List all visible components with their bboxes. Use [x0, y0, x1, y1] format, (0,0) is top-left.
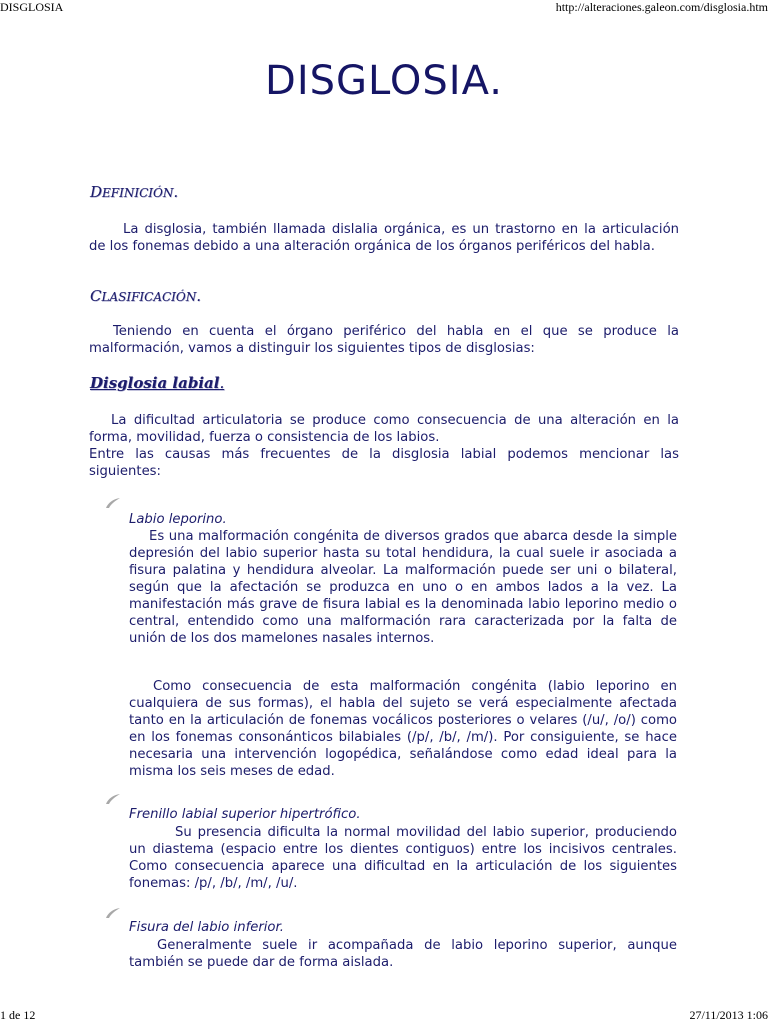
heading-clasificacion: [90, 287, 201, 305]
heading-clasificacion-suffix: .: [196, 287, 202, 305]
item-labio-leporino-paragraph-1: Es una malformación congénita de diversos grados que abarca desde la simple depresión del labio superior hasta su total hendidura, la cual suele ir asociada a fisura palatina y hendidura alveolar. La malformación puede ser uni o bilateral, según que la afectación se produzca en uno o en ambos lados a la vez. La manifestación más grave de fisura labial es la denominada labio leporino medio o central, entendido como una malformación rara caracterizada por la falta de unión de los dos mamelones nasales internos.: [129, 529, 677, 646]
labial-paragraph-1: La dificultad articulatoria se produce como consecuencia de una alteración en la forma, movilidad, fuerza o consistencia de los labios.: [89, 413, 679, 445]
print-footer-page: 1 de 12: [0, 1008, 36, 1022]
print-header-url: http://alteraciones.galeon.com/disglosia.htm: [555, 0, 768, 14]
heading-definicion: [90, 183, 178, 201]
item-fisura-title: Fisura del labio inferior.: [129, 920, 284, 935]
heading-clasificacion-initial: C: [90, 287, 102, 305]
clasificacion-paragraph: Teniendo en cuenta el órgano periférico del habla en el que se produce la malformación, vamos a distinguir los siguientes tipos de disglosias:: [89, 324, 679, 356]
heading-definicion-rest: EFINICIÓN: [102, 186, 174, 200]
heading-definicion-initial: D: [90, 183, 103, 201]
labial-paragraph-2: Entre las causas más frecuentes de la disglosia labial podemos mencionar las siguientes:: [89, 447, 679, 479]
bullet-swoosh-icon: [104, 497, 122, 509]
heading-definicion-suffix: .: [173, 183, 179, 201]
print-header-title: DISGLOSIA: [0, 0, 64, 14]
heading-disglosia-labial-text: Disglosia labial: [90, 374, 220, 392]
page-title: DISGLOSIA.: [265, 58, 503, 104]
item-frenillo-title: Frenillo labial superior hipertrófico.: [129, 807, 361, 822]
item-frenillo-paragraph: Su presencia dificulta la normal movilidad del labio superior, produciendo un diastema (espacio entre los dientes contiguos) entre los incisivos centrales. Como consecuencia aparece una dificultad en la articulación de los siguientes fonemas: /p/, /b/, /m/, /u/.: [129, 825, 677, 891]
bullet-swoosh-icon: [104, 793, 122, 805]
item-labio-leporino-title: Labio leporino.: [129, 512, 227, 527]
heading-disglosia-labial: [90, 374, 224, 392]
heading-disglosia-labial-suffix: .: [219, 374, 225, 392]
definicion-paragraph: La disglosia, también llamada dislalia orgánica, es un trastorno en la articulación de los fonemas debido a una alteración orgánica de los órganos periféricos del habla.: [89, 222, 679, 254]
heading-clasificacion-rest: LASIFICACIÓN: [101, 290, 197, 304]
item-fisura-paragraph: Generalmente suele ir acompañada de labio leporino superior, aunque también se puede dar de forma aislada.: [129, 938, 677, 970]
item-labio-leporino-paragraph-2: Como consecuencia de esta malformación congénita (labio leporino en cualquiera de sus formas), el habla del sujeto se verá especialmente afectada tanto en la articulación de fonemas vocálicos posteriores o velares (/u/, /o/) como en los fonemas consonánticos bilabiales (/p/, /b/, /m/). Por consiguiente, se hace necesaria una intervención logopédica, señalándose como edad ideal para la misma los seis meses de edad.: [129, 679, 677, 779]
bullet-swoosh-icon: [104, 907, 122, 919]
print-footer-datetime: 27/11/2013 1:06: [689, 1008, 768, 1022]
